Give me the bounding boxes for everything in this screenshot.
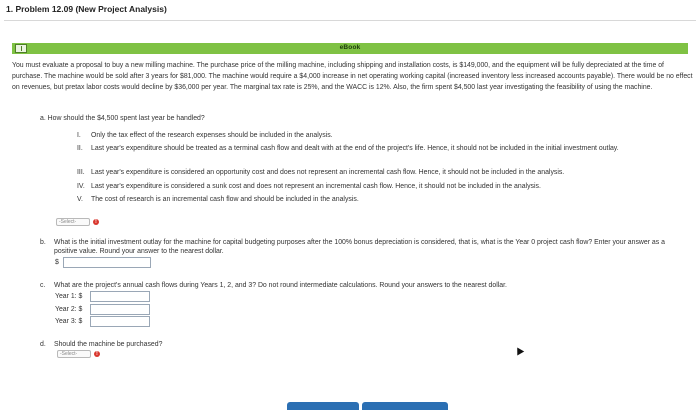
year-0-cash-flow-input[interactable] — [63, 257, 151, 268]
option-text: Last year's expenditure is considered a sunk cost and does not represent an incremental cash flow. Hence, it should not be included in the analysis. — [91, 183, 541, 190]
option-number: II. — [77, 145, 83, 152]
year-2-label: Year 2: $ — [55, 306, 83, 313]
ebook-bar[interactable] — [12, 43, 688, 54]
question-c-text: What are the project's annual cash flows during Years 1, 2, and 3? Do not round intermediate calculations. Round your answers to the nearest dollar. — [54, 282, 507, 289]
question-d-text: Should the machine be purchased? — [54, 341, 163, 348]
option-number: I. — [77, 132, 81, 139]
ebook-label: eBook — [339, 44, 361, 51]
option-number: V. — [77, 196, 83, 203]
question-c-letter: c. — [40, 282, 46, 289]
year-1-cash-flow-input[interactable] — [90, 291, 150, 302]
question-d — [40, 341, 163, 348]
answer-d-select[interactable]: -Select- — [57, 350, 91, 358]
question-b-letter: b. — [40, 239, 46, 246]
problem-statement: You must evaluate a proposal to buy a new milling machine. The purchase price of the milling machine, including shipping and installation costs, is $149,000, and the equipment will be fully depreciated at the time of purchase. The machine would be sold after 3 years for $81,000. The machine would require a $4,000 increase in net operating working capital (increased inventory less increased accounts payable). There would be no effect on revenues, but pretax labor costs would decline by $36,000 per year. The marginal tax rate is 25%, and the WACC is 12%. Also, the firm spent $4,500 last year investigating the feasibility of using the machine. — [12, 62, 693, 91]
year-2-cash-flow-input[interactable] — [90, 304, 150, 315]
year-1-label: Year 1: $ — [55, 293, 83, 300]
question-b — [40, 238, 690, 255]
year-3-label: Year 3: $ — [55, 318, 83, 325]
option-text: Last year's expenditure should be treated as a terminal cash flow and dealt with at the end of the project's life. Hence, it should not be included in the initial investment outlay. — [91, 145, 619, 152]
currency-symbol: $ — [55, 259, 59, 266]
warning-icon: ! — [94, 351, 100, 357]
option-number: IV. — [77, 183, 85, 190]
bottom-nav-button-right[interactable] — [362, 402, 448, 410]
question-c — [40, 282, 507, 289]
option-ii — [77, 144, 687, 164]
question-d-letter: d. — [40, 341, 46, 348]
option-text: Only the tax effect of the research expenses should be included in the analysis. — [91, 132, 333, 139]
option-text: The cost of research is an incremental cash flow and should be included in the analysis. — [91, 196, 359, 203]
option-number: III. — [77, 169, 85, 176]
question-b-text: What is the initial investment outlay for the machine for capital budgeting purposes after the 100% bonus depreciation is considered, that is, what is the Year 0 project cash flow? Enter your answer as a positive value. Round your answer to the nearest dollar. — [54, 239, 665, 255]
bottom-nav-button-left[interactable] — [287, 402, 359, 410]
page-title: 1. Problem 12.09 (New Project Analysis) — [6, 4, 167, 14]
mouse-cursor-icon — [514, 345, 524, 355]
answer-a-select[interactable]: -Select- — [56, 218, 90, 226]
year-3-cash-flow-input[interactable] — [90, 316, 150, 327]
option-text: Last year's expenditure is considered an opportunity cost and does not represent an incremental cash flow. Hence, it should not be included in the analysis. — [91, 169, 565, 176]
warning-icon: ! — [93, 219, 99, 225]
question-a-label: a. How should the $4,500 spent last year be handled? — [40, 115, 205, 122]
title-divider — [4, 20, 696, 21]
